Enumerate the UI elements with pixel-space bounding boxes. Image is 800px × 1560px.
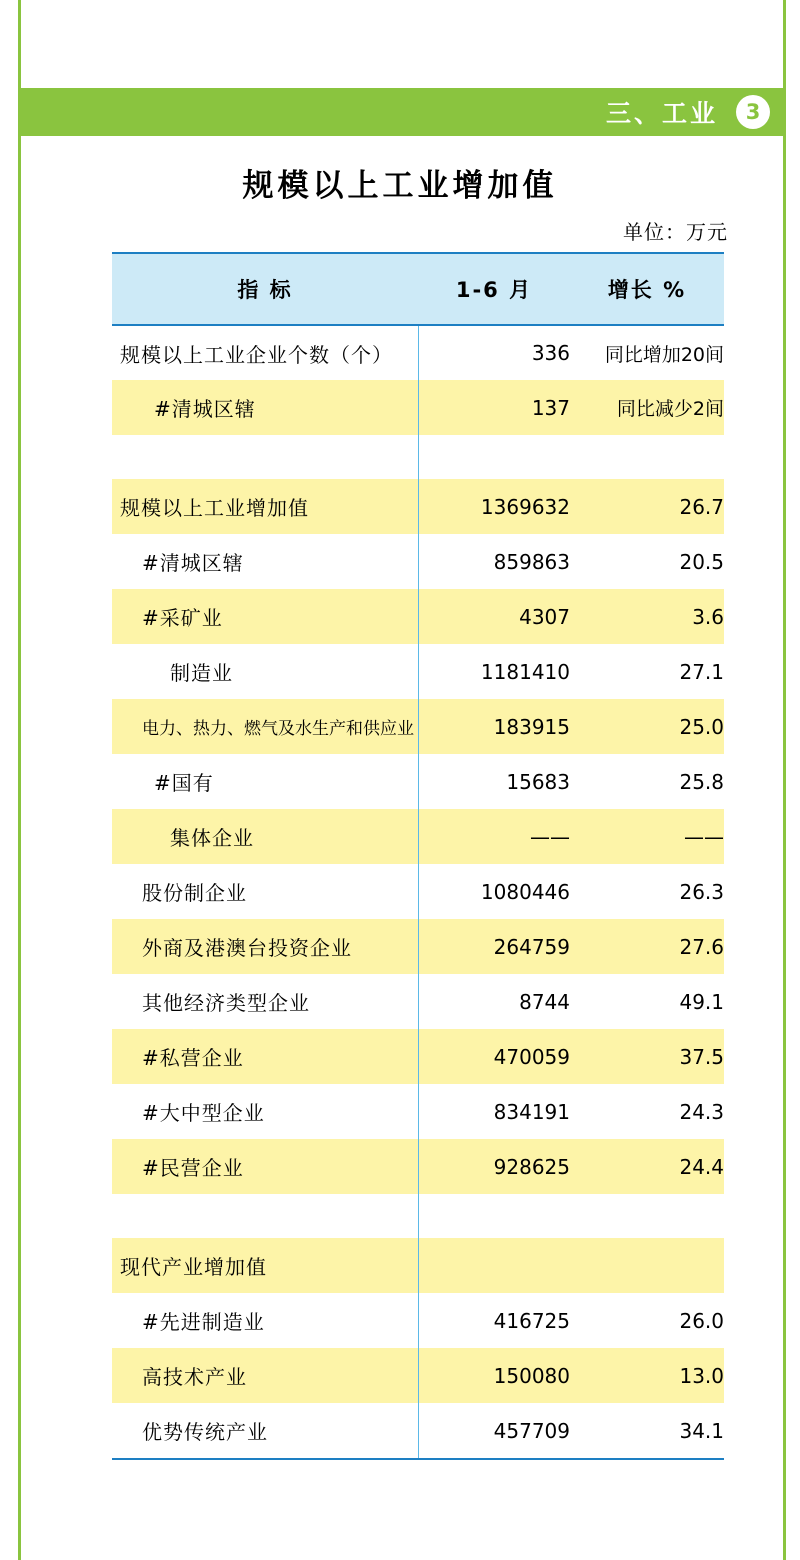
row-label: 规模以上工业增加值	[112, 479, 418, 534]
table-row	[112, 1238, 724, 1293]
table-row	[112, 479, 724, 534]
row-growth: 27.1	[570, 644, 724, 699]
row-growth: 24.3	[570, 1084, 724, 1139]
row-growth: 26.3	[570, 864, 724, 919]
row-growth: 20.5	[570, 534, 724, 589]
row-label: 制造业	[112, 644, 418, 699]
row-value: 4307	[418, 589, 570, 644]
table-row	[112, 325, 724, 380]
row-label: #大中型企业	[112, 1084, 418, 1139]
table-spacer-row	[112, 435, 724, 479]
row-value: ——	[418, 809, 570, 864]
row-value: 416725	[418, 1293, 570, 1348]
section-number-badge: 3	[736, 95, 770, 129]
row-value: 470059	[418, 1029, 570, 1084]
row-label: 集体企业	[112, 809, 418, 864]
row-value: 183915	[418, 699, 570, 754]
table-row	[112, 699, 724, 754]
table-row	[112, 809, 724, 864]
row-label: 其他经济类型企业	[112, 974, 418, 1029]
table-row	[112, 1403, 724, 1458]
column-header-indicator: 指 标	[112, 253, 418, 325]
row-value: 859863	[418, 534, 570, 589]
row-growth	[570, 435, 724, 479]
row-growth: 25.0	[570, 699, 724, 754]
row-growth: ——	[570, 809, 724, 864]
row-value: 1369632	[418, 479, 570, 534]
row-growth	[570, 1194, 724, 1238]
row-value: 336	[418, 325, 570, 380]
table-row	[112, 974, 724, 1029]
row-growth: 34.1	[570, 1403, 724, 1458]
row-growth: 13.0	[570, 1348, 724, 1403]
table-row	[112, 380, 724, 435]
statistics-table	[112, 252, 724, 1458]
row-growth: 同比减少2间	[570, 380, 724, 435]
section-header-band	[18, 88, 786, 136]
section-title: 三、工业	[605, 99, 718, 128]
table-row	[112, 1084, 724, 1139]
row-value: 457709	[418, 1403, 570, 1458]
table-head	[112, 253, 724, 325]
right-border-rule	[783, 0, 786, 1560]
table-row	[112, 534, 724, 589]
row-value: 834191	[418, 1084, 570, 1139]
row-label: 外商及港澳台投资企业	[112, 919, 418, 974]
table-header-row	[112, 253, 724, 325]
table-body	[112, 325, 724, 1458]
column-header-value: 1-6 月	[418, 253, 570, 325]
left-border-rule	[18, 0, 21, 1560]
table-bottom-rule	[112, 1458, 724, 1460]
row-label: 规模以上工业企业个数（个）	[112, 325, 418, 380]
row-label: #清城区辖	[112, 534, 418, 589]
row-label: #国有	[112, 754, 418, 809]
statistics-table-wrapper	[112, 252, 724, 1460]
row-growth	[570, 1238, 724, 1293]
row-value: 137	[418, 380, 570, 435]
row-label: 高技术产业	[112, 1348, 418, 1403]
row-label: #先进制造业	[112, 1293, 418, 1348]
table-row	[112, 754, 724, 809]
table-row	[112, 1348, 724, 1403]
row-value: 928625	[418, 1139, 570, 1194]
row-growth: 49.1	[570, 974, 724, 1029]
row-label: 现代产业增加值	[112, 1238, 418, 1293]
row-label	[112, 435, 418, 479]
row-growth: 26.7	[570, 479, 724, 534]
row-growth: 24.4	[570, 1139, 724, 1194]
table-row	[112, 864, 724, 919]
row-value: 1080446	[418, 864, 570, 919]
row-value	[418, 1194, 570, 1238]
unit-label: 单位：万元	[623, 220, 728, 244]
page-title: 规模以上工业增加值	[242, 168, 558, 204]
row-value	[418, 1238, 570, 1293]
row-growth: 25.8	[570, 754, 724, 809]
row-label	[112, 1194, 418, 1238]
table-spacer-row	[112, 1194, 724, 1238]
table-row	[112, 1293, 724, 1348]
row-value: 150080	[418, 1348, 570, 1403]
row-value: 8744	[418, 974, 570, 1029]
table-row	[112, 919, 724, 974]
row-label: #民营企业	[112, 1139, 418, 1194]
row-label: #清城区辖	[112, 380, 418, 435]
row-growth: 26.0	[570, 1293, 724, 1348]
row-label: #私营企业	[112, 1029, 418, 1084]
row-growth: 同比增加20间	[570, 325, 724, 380]
row-value: 1181410	[418, 644, 570, 699]
row-label: 股份制企业	[112, 864, 418, 919]
row-growth: 27.6	[570, 919, 724, 974]
column-header-growth: 增长 %	[570, 253, 724, 325]
table-row	[112, 589, 724, 644]
row-label: #采矿业	[112, 589, 418, 644]
table-row	[112, 644, 724, 699]
row-growth: 37.5	[570, 1029, 724, 1084]
row-label: 优势传统产业	[112, 1403, 418, 1458]
row-value: 264759	[418, 919, 570, 974]
row-value	[418, 435, 570, 479]
row-growth: 3.6	[570, 589, 724, 644]
row-value: 15683	[418, 754, 570, 809]
table-row	[112, 1029, 724, 1084]
row-label: 电力、热力、燃气及水生产和供应业	[112, 699, 418, 754]
table-row	[112, 1139, 724, 1194]
